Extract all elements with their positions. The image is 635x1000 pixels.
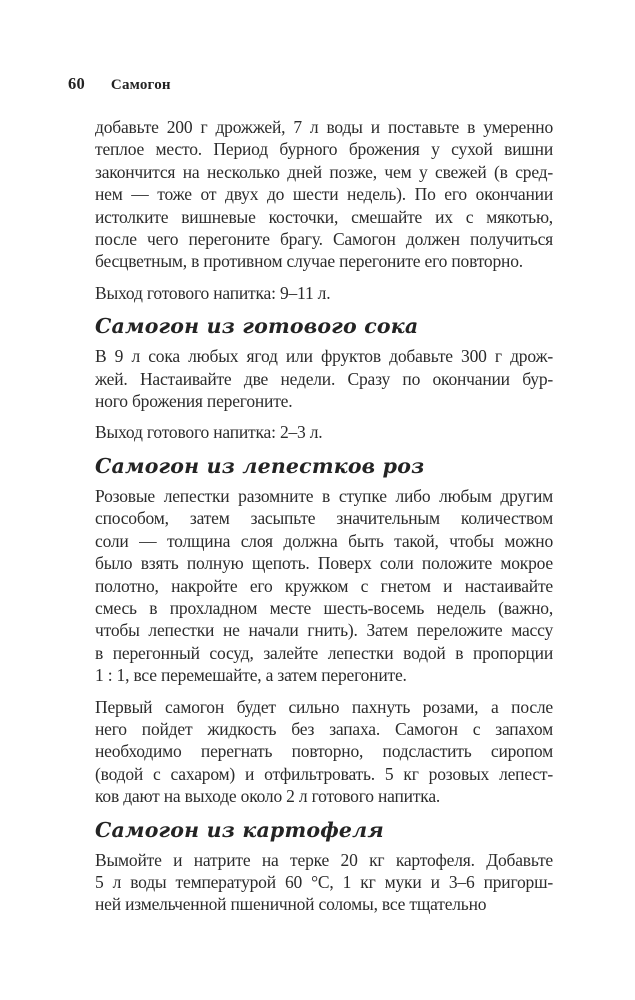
paragraph (95, 485, 553, 687)
text-line: полотно, накройте его кружком с гнетом и настаивайте (95, 575, 553, 596)
yield-note: Выход готового напитка: 9–11 л. (95, 282, 331, 303)
text-line: Вымойте и натрите на терке 20 кг картофеля. Добавьте (95, 849, 553, 870)
text-line: способом, затем засыпьте значительным количеством (95, 508, 553, 529)
section-heading: Самогон из готового сока (95, 314, 419, 339)
yield-note: Выход готового напитка: 2–3 л. (95, 422, 323, 443)
text-line: было взять полную щепоть. Поверх соли положите мокрое (95, 553, 553, 574)
section-heading: Самогон из картофеля (95, 817, 384, 842)
text-line: Первый самогон будет сильно пахнуть розами, а после (95, 696, 553, 717)
text-line: ней измельченной пшеничной соломы, все тщательно (95, 894, 487, 915)
text-line: нем — тоже от двух до шести недель). По его окончании (95, 184, 553, 205)
text-line: закончится на несколько дней позже, чем у свежей (в сред- (95, 161, 553, 182)
page-number: 60 (68, 74, 85, 93)
text-line: после чего перегоните брагу. Самогон должен получиться (95, 229, 553, 250)
text-line: (водой с сахаром) и отфильтровать. 5 кг розовых лепест- (95, 763, 553, 784)
paragraph (95, 696, 553, 808)
text-line: Розовые лепестки разомните в ступке либо любым другим (95, 485, 553, 506)
text-line: бесцветным, в противном случае перегоните его повторно. (95, 251, 523, 272)
paragraph (95, 849, 553, 916)
text-line: В 9 л сока любых ягод или фруктов добавьте 300 г дрож- (95, 346, 553, 367)
text-line: чтобы лепестки не начали гнить). Затем переложите массу (95, 620, 553, 641)
text-line: 1 : 1, все перемешайте, а затем перегоните. (95, 665, 407, 686)
text-line: 5 л воды температурой 60 °С, 1 кг муки и 3–6 пригорш- (95, 871, 553, 892)
running-head (68, 74, 171, 94)
section-heading: Самогон из лепестков роз (95, 453, 425, 478)
text-line: теплое место. Период бурного брожения у сухой вишни (95, 139, 553, 160)
running-title: Самогон (110, 77, 171, 93)
text-line: ного брожения перегоните. (95, 391, 293, 412)
text-line: него пойдет жидкость без запаха. Самогон с запахом (95, 718, 553, 739)
text-line: необходимо перегнать повторно, подсластить сиропом (95, 741, 553, 762)
paragraph (95, 116, 553, 273)
page-body (95, 116, 553, 925)
text-line: соли — толщина слоя должна быть такой, чтобы можно (95, 530, 553, 551)
text-line: истолките вишневые косточки, смешайте их с мякотью, (95, 206, 553, 227)
text-line: ков дают на выходе около 2 л готового напитка. (95, 786, 441, 807)
text-line: в перегонный сосуд, залейте лепестки водой в пропорции (95, 642, 553, 663)
text-line: добавьте 200 г дрожжей, 7 л воды и поставьте в умеренно (95, 117, 553, 137)
text-line: жей. Настаивайте две недели. Сразу по окончании бур- (95, 368, 553, 389)
paragraph (95, 345, 553, 412)
text-line: смесь в прохладном месте шесть-восемь недель (важно, (95, 597, 553, 618)
